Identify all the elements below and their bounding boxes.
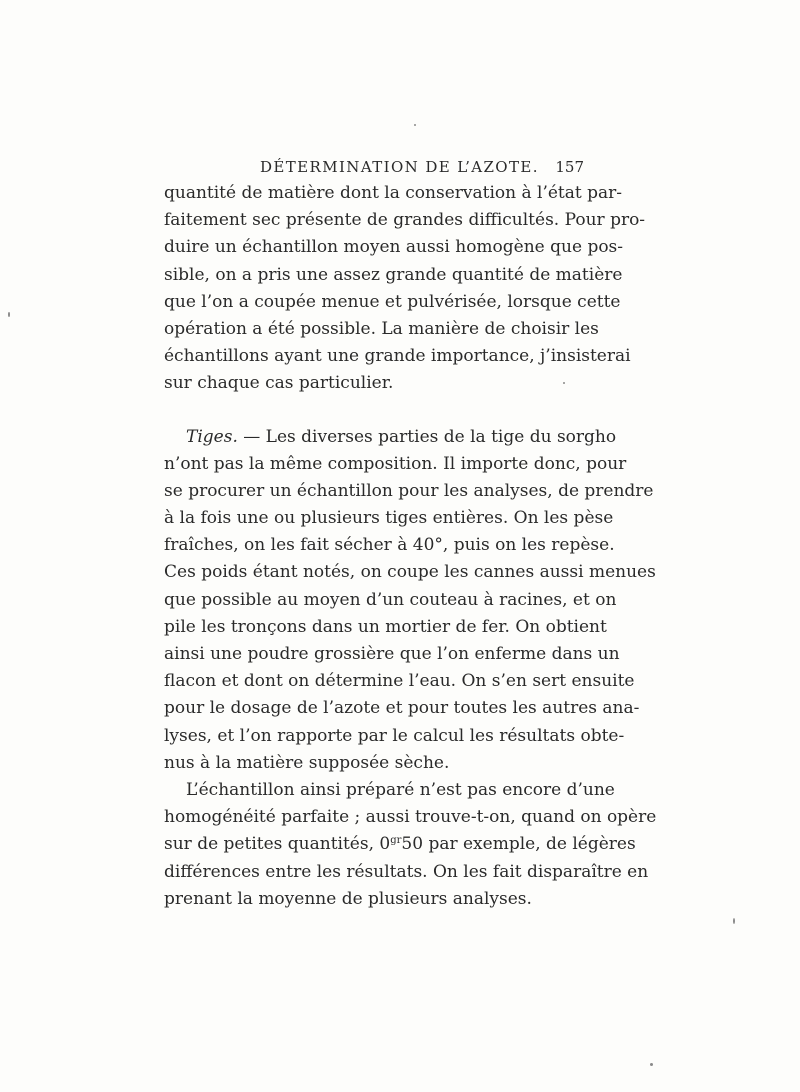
text-line: prenant la moyenne de plusieurs analyses. (164, 888, 532, 909)
section-heading: Tiges. (186, 426, 238, 447)
text-line (164, 831, 636, 858)
paragraph-3 (164, 777, 657, 913)
text-line: faitement sec présente de grandes difficultés. Pour pro- (164, 210, 646, 231)
text-line: différences entre les résultats. On les fait disparaître en (164, 861, 649, 882)
paragraph-spacer (164, 398, 584, 424)
text-line: duire un échantillon moyen aussi homogène que pos- (164, 237, 624, 258)
quantity-text-after: 50 par exemple, de légères (401, 834, 636, 855)
paper-speck (733, 918, 735, 924)
text-line: flacon et dont on détermine l’eau. On s’en sert ensuite (164, 671, 635, 692)
text-line: à la fois une ou plusieurs tiges entières. On les pèse (164, 508, 614, 529)
text-line: n’ont pas la même composition. Il importe donc, pour (164, 453, 627, 474)
text-line: que l’on a coupée menue et pulvérisée, lorsque cette (164, 291, 621, 312)
text-line: Ces poids étant notés, on coupe les cannes aussi menues (164, 562, 656, 583)
paper-speck (650, 1063, 653, 1066)
quantity-text-before: sur de petites quantités, 0 (164, 834, 391, 855)
text-line: opération a été possible. La manière de choisir les (164, 318, 599, 339)
text-line: échantillons ayant une grande importance, j’insisterai (164, 346, 631, 367)
text-line: ainsi une poudre grossière que l’on enferme dans un (164, 644, 620, 664)
paper-speck (8, 312, 10, 317)
running-title: DÉTERMINATION DE L’AZOTE. (260, 158, 539, 176)
page-number: 157 (555, 158, 584, 176)
text-line: sible, on a pris une assez grande quantité de matière (164, 264, 623, 285)
text-line: fraîches, on les fait sécher à 40°, puis on les repèse. (164, 535, 615, 556)
text-line-rest: — Les diverses parties de la tige du sorgho (237, 426, 617, 447)
text-line: pile les tronçons dans un mortier de fer. On obtient (164, 616, 607, 637)
paper-speck (414, 124, 416, 126)
text-line: lyses, et l’on rapporte par le calcul les résultats obte- (164, 725, 625, 746)
body-text (164, 180, 657, 913)
text-line: nus à la matière supposée sèche. (164, 752, 450, 773)
text-line: se procurer un échantillon pour les analyses, de prendre (164, 480, 654, 501)
paragraph-1 (164, 180, 646, 398)
text-line: que possible au moyen d’un couteau à racines, et on (164, 589, 617, 610)
text-line: L’échantillon ainsi préparé n’est pas encore d’une (186, 779, 615, 800)
paper-speck (563, 382, 565, 384)
unit-superscript: gr (390, 835, 402, 847)
text-line: quantité de matière dont la conservation à l’état par- (164, 183, 623, 203)
text-line: homogénéité parfaite ; aussi trouve-t-on, quand on opère (164, 807, 657, 828)
text-line (164, 424, 617, 451)
text-line: sur chaque cas particulier. (164, 373, 394, 394)
text-line: pour le dosage de l’azote et pour toutes les autres ana- (164, 698, 640, 719)
paragraph-2 (164, 424, 656, 777)
